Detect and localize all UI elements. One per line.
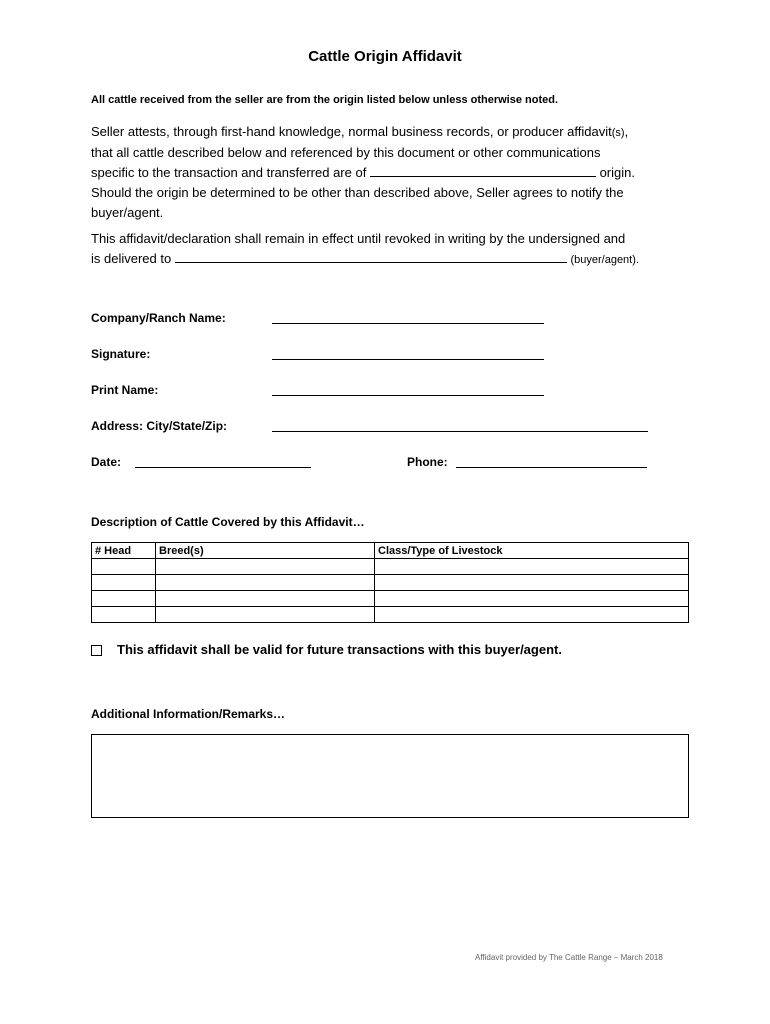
breed-header: Breed(s) — [156, 543, 375, 559]
address-label: Address: City/State/Zip: — [91, 419, 228, 433]
breed-cell[interactable] — [156, 575, 375, 591]
class-type-header: Class/Type of Livestock — [375, 543, 689, 559]
signature-label: Signature: — [91, 347, 151, 361]
effect-paragraph — [91, 229, 681, 270]
head-count-cell[interactable] — [92, 559, 156, 575]
footer-credit: Affidavit provided by The Cattle Range – March 2018 — [475, 953, 663, 962]
description-label: Description of Cattle Covered by this Affidavit… — [91, 515, 365, 529]
class-type-cell[interactable] — [375, 575, 689, 591]
attest-line-3: specific to the transaction and transferred are of — [91, 165, 367, 180]
address-field[interactable] — [272, 431, 648, 432]
future-transactions-label: This affidavit shall be valid for future transactions with this buyer/agent. — [117, 642, 562, 657]
head-count-cell[interactable] — [92, 607, 156, 623]
company-label: Company/Ranch Name: — [91, 311, 226, 325]
head-count-cell[interactable] — [92, 591, 156, 607]
effect-line-2: is delivered to — [91, 251, 172, 266]
attest-comma: , — [624, 124, 629, 139]
phone-field[interactable] — [456, 467, 647, 468]
date-field[interactable] — [135, 467, 311, 468]
print-name-field[interactable] — [272, 395, 544, 396]
cattle-table — [91, 542, 689, 623]
company-field[interactable] — [272, 323, 544, 324]
head-count-header: # Head — [92, 543, 156, 559]
breed-cell[interactable] — [156, 607, 375, 623]
breed-cell[interactable] — [156, 591, 375, 607]
head-count-cell[interactable] — [92, 575, 156, 591]
attest-line-2: that all cattle described below and referenced by this document or other communications — [91, 145, 601, 160]
class-type-cell[interactable] — [375, 591, 689, 607]
signature-field[interactable] — [272, 359, 544, 360]
attest-line-5: buyer/agent. — [91, 205, 164, 220]
attest-suffix: (s) — [611, 127, 625, 139]
origin-label: origin. — [599, 165, 635, 180]
phone-label: Phone: — [407, 455, 448, 469]
table-row — [92, 607, 689, 623]
future-transactions-checkbox[interactable] — [91, 645, 102, 656]
origin-blank[interactable] — [370, 164, 596, 177]
print-name-label: Print Name: — [91, 383, 159, 397]
attest-line-1: Seller attests, through first-hand knowledge, normal business records, or producer affidavit — [91, 124, 612, 139]
page-title: Cattle Origin Affidavit — [308, 48, 462, 65]
table-row — [92, 559, 689, 575]
table-row — [92, 591, 689, 607]
remarks-label: Additional Information/Remarks… — [91, 707, 286, 721]
effect-line-1: This affidavit/declaration shall remain in effect until revoked in writing by the undersigned and — [91, 231, 626, 246]
class-type-cell[interactable] — [375, 559, 689, 575]
buyer-agent-blank[interactable] — [175, 250, 567, 263]
buyer-agent-label: (buyer/agent). — [570, 254, 639, 266]
class-type-cell[interactable] — [375, 607, 689, 623]
table-row — [92, 575, 689, 591]
date-label: Date: — [91, 455, 122, 469]
attest-line-4: Should the origin be determined to be other than described above, Seller agrees to notify the — [91, 185, 624, 200]
intro-note: All cattle received from the seller are from the origin listed below unless otherwise noted. — [91, 94, 559, 106]
attestation-paragraph — [91, 122, 681, 223]
remarks-box[interactable] — [91, 734, 689, 818]
table-header-row — [92, 543, 689, 559]
breed-cell[interactable] — [156, 559, 375, 575]
